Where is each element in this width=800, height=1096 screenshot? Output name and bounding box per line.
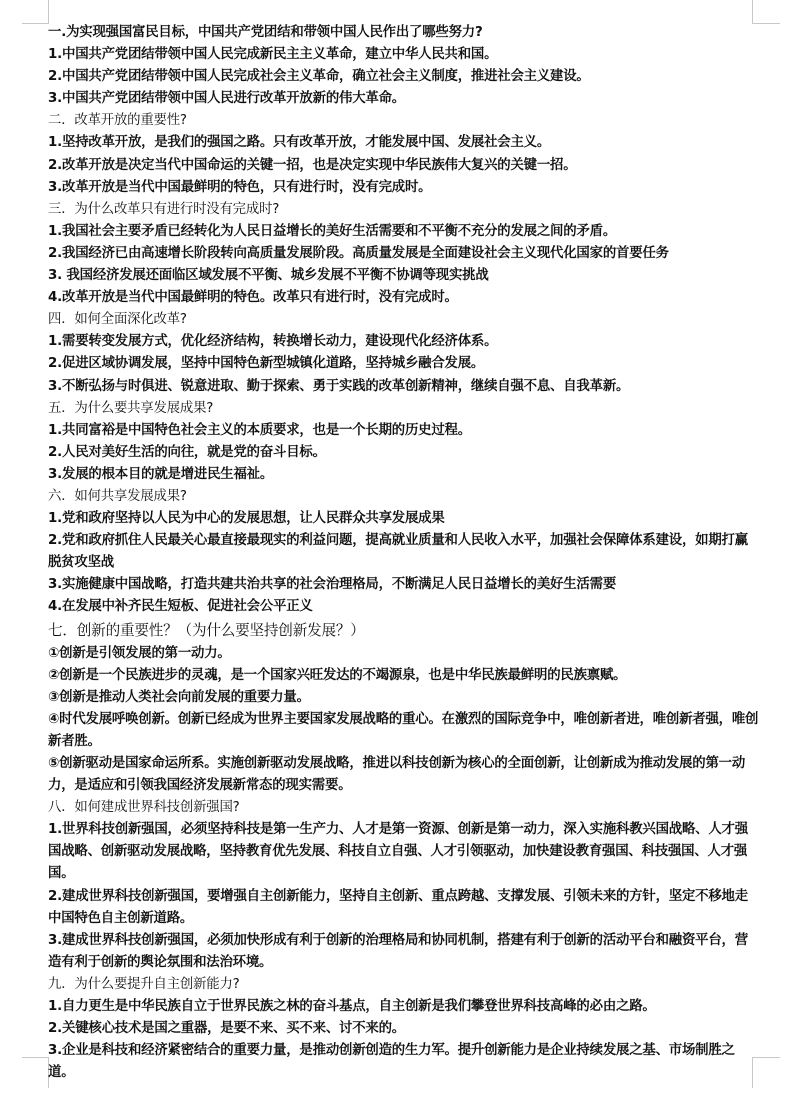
section-heading: 四．如何全面深化改革? [48,312,187,328]
list-item: 1.需要转变发展方式，优化经济结构，转换增长动力，建设现代化经济体系。 [48,334,498,350]
list-item: ①创新是引领发展的第一动力。 [48,645,231,661]
page-corner-mark-top-right [752,0,780,24]
list-item: ②创新是一个民族进步的灵魂，是一个国家兴旺发达的不竭源泉，也是中华民族最鲜明的民族禀赋。 [48,667,627,683]
list-item: 2.人民对美好生活的向往，就是党的奋斗目标。 [48,444,326,460]
list-item: 1.我国社会主要矛盾已经转化为人民日益增长的美好生活需要和不平衡不充分的发展之间的矛盾。 [48,223,617,239]
list-item: 1.自力更生是中华民族自立于世界民族之林的奋斗基点，自主创新是我们攀登世界科技高峰的必由之路。 [48,999,656,1015]
section-heading: 七．创新的重要性？（为什么要坚持创新发展？） [48,621,365,639]
list-item: 1.共同富裕是中国特色社会主义的本质要求，也是一个长期的历史过程。 [48,422,471,438]
list-item: 2.建成世界科技创新强国，要增强自主创新能力，坚持自主创新、重点跨越、支撑发展、引领未来的方针，坚定不移地走中国特色自主创新道路。 [48,888,748,926]
section-heading: 一.为实现强国富民目标，中国共产党团结和带领中国人民作出了哪些努力? [48,25,483,40]
list-item: 3.发展的根本目的就是增进民生福祉。 [48,466,274,482]
list-item: 3.企业是科技和经济紧密结合的重要力量，是推动创新创造的生力军。提升创新能力是企业持续发展之基、市场制胜之道。 [48,1043,735,1081]
list-item: 1.中国共产党团结带领中国人民完成新民主主义革命，建立中华人民共和国。 [48,47,498,63]
list-item: 3.中国共产党团结带领中国人民进行改革开放新的伟大革命。 [48,91,405,107]
list-item: 2.中国共产党团结带领中国人民完成社会主义革命，确立社会主义制度，推进社会主义建设。 [48,69,590,85]
document-page [48,22,760,1084]
list-item: 4.在发展中补齐民生短板、促进社会公平正义 [48,599,313,615]
page-corner-mark-bottom-left [22,1057,49,1088]
list-item: 1.党和政府坚持以人民为中心的发展思想，让人民群众共享发展成果 [48,511,445,527]
list-item: 2.促进区域协调发展，坚持中国特色新型城镇化道路，坚持城乡融合发展。 [48,356,485,372]
list-item: 3. 我国经济发展还面临区域发展不平衡、城乡发展不平衡不协调等现实挑战 [48,268,489,284]
list-item: 4.改革开放是当代中国最鲜明的特色。改革只有进行时，没有完成时。 [48,290,458,306]
list-item: 1.世界科技创新强国，必须坚持科技是第一生产力、人才是第一资源、创新是第一动力，深入实施科教兴国战略、人才强国战略、创新驱动发展战略，坚持教育优先发展、科技自立自强、人才引领驱动，加快建设教育强国、科技强国、人才强国。 [48,822,748,882]
section-heading: 九．为什么要提升自主创新能力? [48,976,240,992]
list-item: 3.不断弘扬与时俱进、锐意进取、勤于探索、勇于实践的改革创新精神，继续自强不息、自我革新。 [48,378,630,394]
list-item: 2.党和政府抓住人民最关心最直接最现实的利益问题，提高就业质量和人民收入水平，加强社会保障体系建设，如期打赢脱贫攻坚战 [48,533,748,571]
page-corner-mark-top-left [22,0,49,24]
list-item: 2.改革开放是决定当代中国命运的关键一招，也是决定实现中华民族伟大复兴的关键一招。 [48,157,577,173]
section-heading: 二．改革开放的重要性? [48,113,187,129]
list-item: ④时代发展呼唤创新。创新已经成为世界主要国家发展战略的重心。在激烈的国际竞争中，唯创新者进，唯创新者强，唯创新者胜。 [48,711,759,749]
list-item: 2.我国经济已由高速增长阶段转向高质量发展阶段。高质量发展是全面建设社会主义现代化国家的首要任务 [48,245,669,261]
section-heading: 三．为什么改革只有进行时没有完成时? [48,201,280,217]
list-item: 3.实施健康中国战略，打造共建共治共享的社会治理格局，不断满足人民日益增长的美好生活需要 [48,577,617,593]
list-item: ③创新是推动人类社会向前发展的重要力量。 [48,689,310,705]
section-heading: 六．如何共享发展成果? [48,488,187,504]
list-item: 2.关键核心技术是国之重器，是要不来、买不来、讨不来的。 [48,1021,405,1037]
section-heading: 五．为什么要共享发展成果? [48,400,214,416]
list-item: 3.建成世界科技创新强国，必须加快形成有利于创新的治理格局和协同机制，搭建有利于创新的活动平台和融资平台，营造有利于创新的舆论氛围和法治环境。 [48,932,748,970]
list-item: 1.坚持改革开放，是我们的强国之路。只有改革开放，才能发展中国、发展社会主义。 [48,135,551,151]
list-item: 3.改革开放是当代中国最鲜明的特色，只有进行时，没有完成时。 [48,179,432,195]
list-item: ⑤创新驱动是国家命运所系。实施创新驱动发展战略，推进以科技创新为核心的全面创新，让创新成为推动发展的第一动力，是适应和引领我国经济发展新常态的现实需要。 [48,756,746,794]
section-heading: 八．如何建成世界科技创新强国? [48,800,240,816]
